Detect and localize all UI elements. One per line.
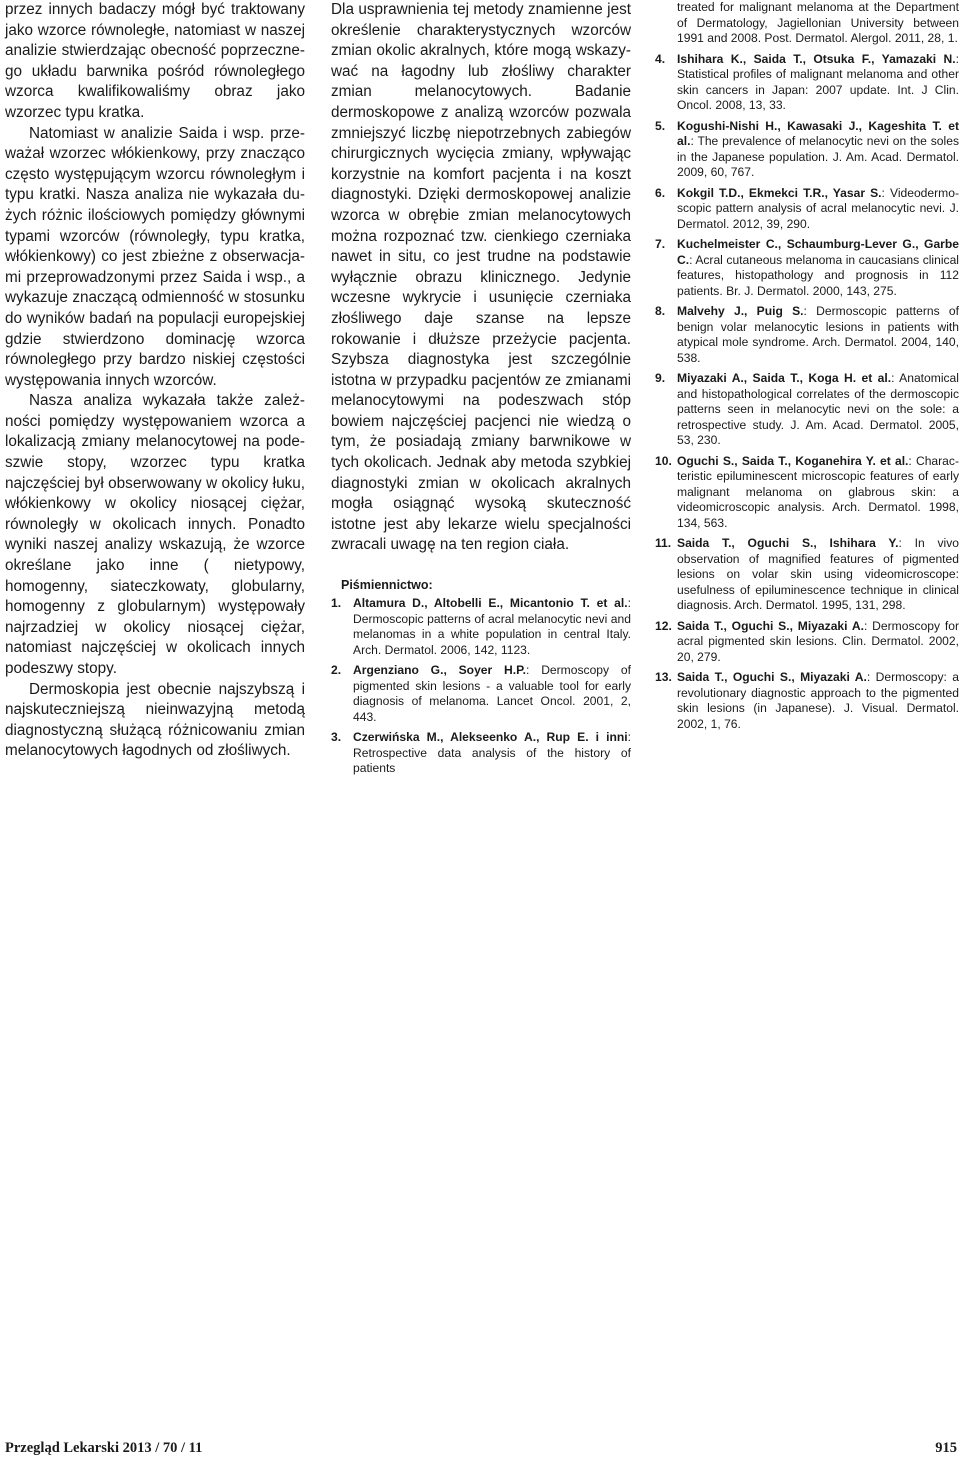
reference-item — [655, 237, 959, 299]
reference-text: : Dermoscopic patterns of benign volar melanocytic lesions in patients with atypical mole syndrome. Arch. Dermatol. 2004, 140, 538. — [677, 304, 959, 365]
reference-continuation — [655, 0, 959, 47]
reference-text: : Anatomical and histopathological correlates of the dermoscopic patterns seen in melanocytic nevi on the sole: a retrospective study. J. Am. Acad. Dermatol. 2005, 53, 230. — [677, 371, 959, 447]
reference-authors: Altamura D., Altobelli E., Micantonio T. et al. — [353, 596, 628, 611]
reference-item — [655, 619, 959, 666]
reference-item — [331, 663, 631, 725]
reference-text: : Dermoscopy of pigmented skin lesions - a valuable tool for early diagnosis of melanoma. Lancet Oncol. 2001, 2, 443. — [353, 663, 631, 724]
reference-text: : The prevalence of melanocytic nevi on the soles in the Japanese population. J. Am. Acad. Dermatol. 2009, 60, 767. — [677, 134, 959, 179]
reference-authors: Malvehy J., Puig S. — [677, 304, 804, 318]
reference-item — [655, 304, 959, 366]
body-paragraph: Dla usprawnienia tej metody znamienne jest określenie charakterystycznych wzorców zmian okolic akralnych, które mogą wskazywać na łagodny lub złośliwy charakter zmian melanocytowych. Badanie dermoskopowe z analizą wzorców pozwala zmniejszyć liczbę niepotrzebnych zabiegów chirurgicznych wycięcia zmiany, wpływając korzystnie na komfort pacjenta i na koszt diagnostyki. Dzięki dermoskopowej analizie wzorca w obrębie zmian melanocytowych można rozpoznać tzw. cienkiego czerniaka nawet in situ, co jest trudne na podstawie wyłącznie obrazu klinicznego. Jedynie wczesne wykrycie i usunięcie czerniaka złośliwego daje szanse na lepsze rokowanie i dłuższe przeżycie pacjenta. Szybsza diagnostyka jest szczególnie istotna w przypadku pacjentów ze zmianami melanocytowymi na podeszwach stóp bowiem najczęściej pacjenci nie wiedzą o tym, że posiadają zmiany barwnikowe w tych okolicach. Jednak aby metoda szybkiej diagnostyki zmian w okolicach akralnych mogła osiągnąć wysoką skuteczność istotne jest aby lekarze wielu specjalności zwracali uwagę na ten region ciała. — [331, 1, 631, 554]
text-column-right — [655, 0, 959, 737]
reference-item — [331, 730, 631, 777]
reference-number: 3. — [331, 730, 342, 745]
reference-text: : Dermoscopic patterns of acral melanocytic nevi and melanomas in a white population in central Italy. Arch. Dermatol. 2006, 142, 1123. — [353, 596, 631, 657]
reference-text: : Dermoscopy: a revolutionary diagnostic approach to the pigmented skin lesions (in Japanese). J. Visual. Dermatol. 2002, 1, 76. — [677, 670, 960, 731]
reference-text: treated for malignant melanoma at the Department of Dermatology, Jagiellonian University between 1991 and 2008. Post. Dermatol. Alergol. 2011, 28, 1. — [677, 0, 959, 45]
reference-number: 8. — [655, 304, 666, 318]
reference-item — [655, 536, 959, 614]
body-paragraph: Natomiast w analizie Saida i wsp. przeważał wzorzec włókienkowy, przy znacząco często występującym wzorcu równoległym i typu kratki. Nasza analiza nie wykazała dużych różnic ilościowych pomiędzy głównymi typami wzorców (równoległy, typu kratka, włókienkowy) co jest zbieżne z obserwacjami przeprowadzonymi przez Saida i wsp., a wykazuje znaczącą odmienność w stosunku do wyników badań na populacji europejskiej gdzie stwierdzono dominację wzorca równoległego przy bardzo niskiej częstości występowania innych wzorców. — [5, 124, 305, 389]
reference-item — [655, 371, 959, 449]
reference-number: 13. — [655, 670, 672, 684]
reference-authors: Miyazaki A., Saida T., Koga H. et al. — [677, 371, 892, 385]
reference-text: : In vivo observation of magnified features of pigmented lesions on volar skin using videomicroscope: usefulness of epiluminescence technique in clinical diagnosis. Arch. Dermatol. 1995, 131, 298. — [677, 536, 959, 612]
reference-number: 6. — [655, 185, 666, 200]
body-paragraph: Dermoskopia jest obecnie najszybszą i najskuteczniejszą nieinwazyjną metodą diagnostyczną służącą różnicowaniu zmian melanocytowych łagodnych od złośliwych. — [5, 680, 305, 760]
reference-authors: Saida T., Oguchi S., Miyazaki A. — [677, 670, 867, 684]
reference-authors: Czerwińska M., Alekseenko A., Rup E. i inni — [353, 730, 628, 745]
reference-authors: Ishihara K., Saida T., Otsuka F., Yamazaki N. — [677, 51, 956, 66]
body-paragraph: przez innych badaczy mógł być traktowany jako wzorce równoległe, natomiast w naszej analizie stwierdzając obecność poprzecznego układu barwnika pośród równoległego wzorca kwalifikowaliśmy obraz jako wzorzec typu kratka. — [5, 1, 305, 121]
reference-text: : Videodermoscopic pattern analysis of acral melanocytic nevi. J. Dermatol. 2012, 39, 290. — [677, 185, 959, 231]
reference-number: 7. — [655, 237, 666, 251]
text-column-left — [5, 0, 305, 762]
reference-authors: Kuchelmeister C., Schaumburg-Lever G., Garbe C. — [677, 237, 959, 267]
reference-item — [655, 52, 959, 114]
reference-item — [655, 454, 959, 532]
reference-list-part2 — [655, 0, 959, 732]
text-column-middle — [331, 0, 631, 782]
page-number: 915 — [935, 1440, 957, 1456]
journal-footer: Przegląd Lekarski 2013 / 70 / 11 — [5, 1440, 203, 1456]
reference-number: 2. — [331, 663, 342, 678]
reference-number: 5. — [655, 118, 666, 133]
reference-item — [655, 670, 959, 732]
reference-list-part1 — [331, 596, 631, 777]
reference-authors: Saida T., Oguchi S., Ishihara Y. — [677, 536, 899, 550]
reference-item — [655, 119, 959, 181]
reference-authors: Kogushi-Nishi H., Kawasaki J., Kageshita T. et al. — [677, 118, 959, 148]
reference-text: : Statistical profiles of malignant melanoma and other skin cancers in Japan: 2007 update. Int. J Clin. Oncol. 2008, 13, 33. — [677, 51, 959, 112]
reference-authors: Oguchi S., Saida T., Koganehira Y. et al. — [677, 453, 909, 468]
reference-text: : Retrospective data analysis of the history of patients — [353, 730, 631, 776]
reference-number: 10. — [655, 453, 672, 468]
reference-authors: Saida T., Oguchi S., Miyazaki A. — [677, 618, 864, 633]
reference-number: 9. — [655, 371, 666, 385]
reference-number: 4. — [655, 51, 666, 66]
reference-number: 12. — [655, 618, 672, 633]
reference-text: : Dermoscopy for acral pigmented skin lesions. Clin. Dermatol. 2002, 20, 279. — [677, 618, 960, 664]
reference-authors: Argenziano G., Soyer H.P. — [353, 663, 527, 678]
reference-authors: Kokgil T.D., Ekmekci T.R., Yasar S. — [677, 185, 882, 200]
references-heading: Piśmiennictwo: — [341, 578, 433, 593]
reference-text: : Characteristic epiluminescent microscopic features of early malignant melanoma on glabrous skin: a videomicroscopic analysis. Arch. Dermatol. 1998, 134, 563. — [677, 453, 959, 530]
reference-text: : Acral cutaneous melanoma in caucasians clinical features, histopathology and prognosis in 112 patients. Br. J. Dermatol. 2000, 143, 275. — [677, 252, 959, 298]
reference-item — [331, 596, 631, 658]
reference-number: 11. — [655, 536, 672, 550]
reference-item — [655, 186, 959, 233]
body-paragraph: Nasza analiza wykazała także zależności pomiędzy występowaniem wzorca a lokalizacją zmiany melanocytowej na podeszwie stopy, wzorzec typu kratka najczęściej był obserwowany w okolicy łuku, włókienkowy w okolicy niosącej ciężar, równoległy w okolicach innych. Ponadto wyniki naszej analizy wskazują, że wzorce określane jako inne ( nietypowy, homogenny, siateczkowaty, globularny, homogenny z globularnym) występowały najrzadziej w okolicy niosącej ciężar, natomiast najczęściej w okolicach innych podeszwy stopy. — [5, 392, 305, 677]
reference-number: 1. — [331, 596, 342, 611]
